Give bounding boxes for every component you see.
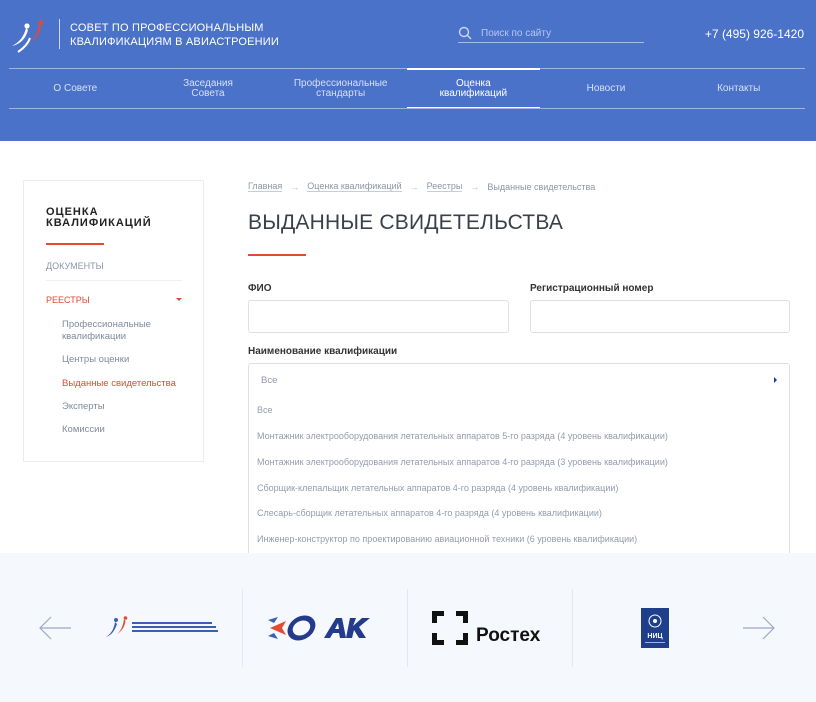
qualification-selected-value: Все: [261, 375, 278, 386]
nav-item-contacts[interactable]: Контакты: [717, 82, 761, 94]
reg-number-input[interactable]: [530, 300, 790, 333]
page-title: ВЫДАННЫЕ СВИДЕТЕЛЬСТВА: [248, 211, 564, 234]
sidebar-subitem-professional-qualifications[interactable]: Профессиональные квалификации: [62, 319, 151, 342]
chevron-right-icon: [774, 377, 777, 383]
fio-label: ФИО: [248, 283, 272, 294]
nic-logo: [641, 608, 669, 648]
sidebar-subitem-experts[interactable]: Эксперты: [62, 401, 105, 412]
search-icon[interactable]: [458, 26, 472, 40]
fio-input[interactable]: [248, 300, 509, 333]
arrow-right-icon[interactable]: [742, 615, 776, 641]
qualification-label: Наименование квалификации: [248, 346, 398, 357]
rostec-logo: [430, 608, 550, 648]
sidebar-title: ОЦЕНКА КВАЛИФИКАЦИЙ: [46, 206, 152, 229]
sidebar-item-registries[interactable]: РЕЕСТРЫ: [46, 295, 90, 305]
breadcrumb-home[interactable]: Главная: [248, 181, 283, 191]
reg-number-label: Регистрационный номер: [530, 283, 654, 294]
site-logo[interactable]: [10, 20, 50, 54]
nav-item-news[interactable]: Новости: [586, 82, 626, 94]
search-input[interactable]: [481, 26, 641, 40]
breadcrumb-current: Выданные свидетельства: [487, 181, 596, 192]
phone-number[interactable]: +7 (495) 926-1420: [704, 27, 804, 41]
partner-logo-national-council[interactable]: [100, 600, 222, 656]
svg-text:НИЦ: НИЦ: [647, 633, 663, 640]
dropdown-option[interactable]: Монтажник электрооборудования летательных аппаратов 4-го разряда (3 уровень квалификации): [257, 457, 668, 467]
site-header: [0, 0, 816, 141]
search-bar: [458, 26, 644, 43]
arrow-right-icon: →: [470, 181, 480, 192]
arrow-right-icon: →: [409, 181, 419, 192]
sidebar-item-documents[interactable]: ДОКУМЕНТЫ: [46, 261, 104, 271]
nav-item-standards[interactable]: Профессиональные стандарты: [293, 77, 388, 99]
main-nav: [9, 69, 805, 108]
arrow-right-icon: →: [290, 181, 300, 192]
arrow-left-icon[interactable]: [38, 615, 72, 641]
partner-logo-rostec[interactable]: [428, 600, 552, 656]
organization-name[interactable]: СОВЕТ ПО ПРОФЕССИОНАЛЬНЫМ КВАЛИФИКАЦИЯМ В АВИАСТРОЕНИИ: [70, 22, 280, 48]
partner-logo-uac[interactable]: [262, 600, 386, 656]
dropdown-option[interactable]: Слесарь-сборщик летательных аппаратов 4-го разряда (4 уровень квалификации): [257, 508, 602, 518]
partner-divider: [242, 589, 243, 667]
qualification-select[interactable]: [248, 363, 790, 397]
svg-text:Ростех: Ростех: [476, 625, 541, 646]
dropdown-option[interactable]: Все: [257, 405, 273, 415]
breadcrumb-section[interactable]: Оценка квалификаций: [307, 181, 402, 191]
uac-logo: [264, 611, 384, 645]
sidebar-divider: [46, 280, 182, 281]
page-title-underline: [248, 254, 306, 256]
breadcrumb: [248, 181, 595, 192]
dropdown-option[interactable]: Монтажник электрооборудования летательных аппаратов 5-го разряда (4 уровень квалификации): [257, 431, 668, 441]
dropdown-option[interactable]: Сборщик-клепальщик летательных аппаратов 4-го разряда (4 уровень квалификации): [257, 483, 619, 493]
nav-divider-bottom: [9, 108, 805, 109]
sidebar-subitem-commissions[interactable]: Комиссии: [62, 424, 105, 435]
nav-item-about[interactable]: О Совете: [53, 82, 98, 94]
breadcrumb-registries[interactable]: Реестры: [426, 181, 463, 191]
national-council-logo: [102, 613, 220, 643]
nav-item-qualification-assessment[interactable]: Оценка квалификаций: [407, 69, 540, 108]
chevron-down-icon[interactable]: [176, 298, 182, 301]
sidebar-subitem-assessment-centers[interactable]: Центры оценки: [62, 354, 130, 365]
partner-divider: [572, 589, 573, 667]
nav-item-meetings[interactable]: Заседания Совета: [183, 77, 233, 99]
sidebar-title-underline: [46, 243, 104, 245]
logo-divider: [59, 19, 60, 49]
sidebar-subitem-issued-certificates[interactable]: Выданные свидетельства: [62, 378, 176, 389]
partner-divider: [407, 589, 408, 667]
partner-logo-nic[interactable]: [630, 600, 680, 656]
qualification-dropdown: [248, 396, 790, 578]
dropdown-option[interactable]: Инженер-конструктор по проектированию авиационной техники (6 уровень квалификации): [257, 534, 638, 544]
sidebar: [23, 180, 204, 462]
